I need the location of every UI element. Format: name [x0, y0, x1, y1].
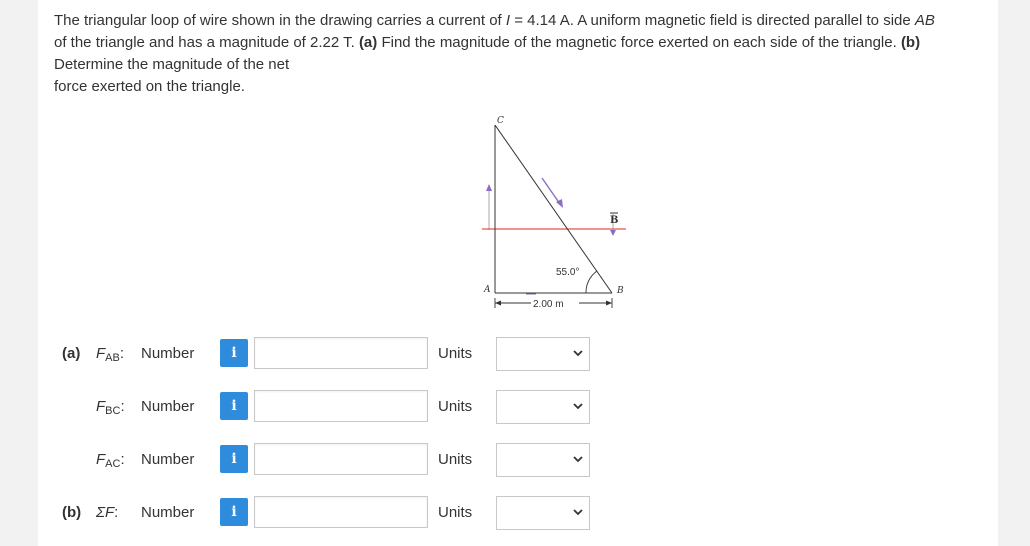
- info-icon[interactable]: i: [220, 445, 248, 473]
- fac-number-input[interactable]: [254, 443, 428, 475]
- chevron-down-icon: [573, 507, 583, 517]
- question-line-1: The triangular loop of wire shown in the drawing carries a current of I = 4.14 A. A uniform magnetic field is directed parallel to side AB: [54, 12, 935, 29]
- vertex-c-label: C: [497, 116, 504, 126]
- units-label: Units: [438, 345, 473, 362]
- units-label: Units: [438, 451, 473, 468]
- answer-row-fab: [38, 337, 998, 371]
- angle-label: 55.0°: [556, 267, 580, 278]
- current-arrow-line: [542, 178, 560, 204]
- side-bc: [495, 125, 612, 293]
- dimension-arrow-left: [495, 301, 501, 306]
- number-label: Number: [141, 398, 195, 415]
- net-force-units-select[interactable]: [496, 496, 590, 530]
- number-label: Number: [141, 345, 195, 362]
- units-label: Units: [438, 504, 473, 521]
- question-line-4: force exerted on the triangle.: [54, 78, 245, 95]
- chevron-down-icon: [573, 348, 583, 358]
- number-label: Number: [141, 504, 195, 521]
- vertex-a-label: A: [484, 285, 491, 295]
- part-a-label: (a): [62, 345, 81, 362]
- question-text: [54, 10, 984, 98]
- triangle-diagram: [438, 112, 638, 318]
- fbc-units-select[interactable]: [496, 390, 590, 424]
- net-force-number-input[interactable]: [254, 496, 428, 528]
- variable-label-fbc: $F_{BC}$:: [96, 398, 125, 417]
- info-icon[interactable]: i: [220, 339, 248, 367]
- fbc-number-input[interactable]: [254, 390, 428, 422]
- part-b-label: (b): [62, 504, 82, 521]
- field-label: B: [610, 215, 619, 226]
- variable-label-net-force: ΣF:: [96, 504, 119, 521]
- field-arrowhead-left: [486, 184, 492, 191]
- question-line-3: Determine the magnitude of the net: [54, 56, 290, 73]
- answer-row-fac: [38, 443, 998, 477]
- question-card: [38, 0, 998, 546]
- angle-arc: [586, 271, 597, 293]
- fab-units-select[interactable]: [496, 337, 590, 371]
- field-arrowhead-right: [610, 230, 616, 236]
- info-icon[interactable]: i: [220, 498, 248, 526]
- fac-units-select[interactable]: [496, 443, 590, 477]
- fab-number-input[interactable]: [254, 337, 428, 369]
- info-icon[interactable]: i: [220, 392, 248, 420]
- dimension-arrow-right: [606, 301, 612, 306]
- variable-label-fab: $F_{AB}$:: [96, 345, 125, 364]
- variable-label-fac: $F_{AC}$:: [96, 451, 125, 470]
- chevron-down-icon: [573, 401, 583, 411]
- length-label: 2.00 m: [533, 299, 564, 310]
- units-label: Units: [438, 398, 473, 415]
- answer-row-net-force: [38, 496, 998, 530]
- number-label: Number: [141, 451, 195, 468]
- question-line-2: of the triangle and has a magnitude of 2.22 T. (a) Find the magnitude of the magnetic force exerted on each side of the triangle. (b): [54, 34, 921, 51]
- vertex-b-label: B: [617, 286, 624, 296]
- answer-row-fbc: [38, 390, 998, 424]
- chevron-down-icon: [573, 454, 583, 464]
